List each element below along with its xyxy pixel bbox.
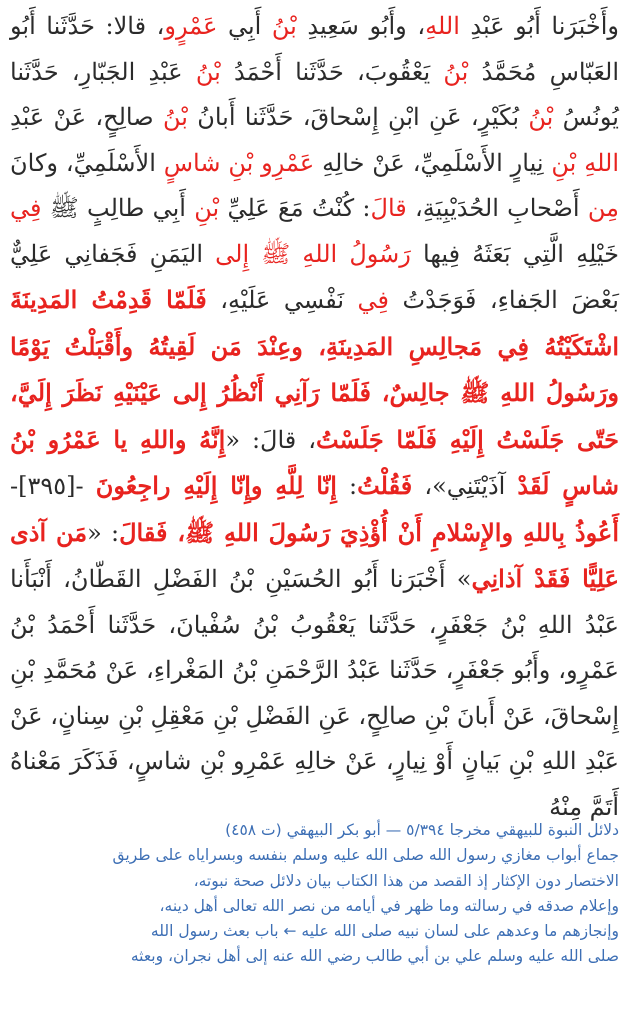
- hadith-segment: آذَيْتَنِي»،: [412, 472, 518, 500]
- citation-chapter-line[interactable]: صلى الله عليه وسلم علي بن أبي طالب رضي الله عنه إلى أهل نجران، وبعثه: [130, 947, 619, 966]
- citation-chapter-line[interactable]: جماع أبواب مغازي رسول الله صلى الله عليه وسلم بنفسه وبسراياه على طريق: [112, 846, 619, 865]
- hadith-highlight: بْنُ: [195, 57, 221, 86]
- hadith-segment: ، قالَ: «: [225, 425, 316, 454]
- hadith-segment: ، قالا: حَدَّثَنا أَبُو العَبّاسِ مُحَمَّدُ: [10, 12, 620, 86]
- hadith-highlight: إِنّا لِلَّهِ وإِنّا إِلَيْهِ راجِعُونَ: [95, 471, 337, 500]
- citation-chapter-line[interactable]: وإعلام صدقه في رسالته وما ظهر في أيامه من نصر الله تعالى أهل دينه،: [159, 896, 619, 915]
- hadith-highlight: رَسُولُ اللهِ ﷺ إِلى: [215, 239, 411, 268]
- hadith-highlight: فِي: [357, 286, 390, 314]
- hadith-highlight: قالَ: [370, 194, 407, 222]
- hadith-segment: أَبِي طالِبٍ ﷺ: [41, 194, 195, 222]
- hadith-segment: الأَسْلَمِيِّ، وكانَ: [10, 148, 164, 177]
- hadith-segment: عَبْدِ الجَبّارِ، حَدَّثَنا يُونُسُ: [10, 57, 619, 131]
- hadith-highlight: بْنِ: [194, 194, 220, 222]
- citation-chapter-line[interactable]: وإنجازهم ما وعدهم على لسان نبيه صلى الله عليه ← باب بعث رسول الله: [150, 922, 619, 941]
- hadith-segment: خَيْلِهِ الَّتِي بَعَثَهُ فِيها: [410, 239, 619, 268]
- citation-block: [10, 818, 619, 970]
- hadith-highlight: اللهِ: [425, 12, 460, 40]
- hadith-segment: :: [336, 472, 358, 500]
- hadith-segment: اليَمَنِ فَجَفانِي عَلِيٌّ بَعْضَ الجَفاءِ، فَوَجَدْتُ: [10, 239, 619, 314]
- hadith-segment: نَفْسِي عَلَيْهِ،: [206, 286, 358, 314]
- hadith-highlight: فِي: [10, 194, 42, 222]
- hadith-segment: أَصْحابِ الحُدَيْبِيَةِ،: [406, 194, 588, 222]
- hadith-highlight: إِنَّهُ واللهِ يا عَمْرُو بْنُ شاسٍ لَقَدْ: [10, 424, 620, 500]
- hadith-segment: » أَخْبَرَنا أَبُو الحُسَيْنِ بْنُ الفَضْلِ القَطّانُ، أَنْبَأَنا عَبْدُ اللهِ بْنُ جَعْفَرٍ، حَدَّثَنا يَعْقُوبُ بْنُ سُفْيانَ، حَدَّثَنا أَحْمَدُ بْنُ عَمْرٍو، وأَبُو جَعْفَرٍ، حَدَّثَنا عَبْدُ الرَّحْمَنِ بْنُ المَغْراءِ، عَنْ مُحَمَّدِ بْنِ إِسْحاقَ، عَنْ أَبانَ بْنِ صالِحٍ، عَنِ الفَضْلِ بْنِ مَعْقِلِ بْنِ سِنانٍ، عَنْ عَبْدِ اللهِ بْنِ بَيانٍ أَوْ نِيارٍ، عَنْ خالِهِ عَمْرِو بْنِ شاسٍ، فَذَكَرَ مَعْناهُ أَتَمَّ مِنْهُ: [10, 565, 619, 821]
- hadith-segment: : كُنْتُ مَعَ عَلِيِّ: [219, 194, 371, 222]
- hadith-segment: نِيارٍ الأَسْلَمِيِّ، عَنْ خالِهِ: [314, 148, 552, 177]
- hadith-highlight: فَلَمّا قَدِمْتُ المَدِينَةَ اشْتَكَيْتُهُ فِي مَجالِسِ المَدِينَةِ، وعِنْدَ مَن لَقِيتُهُ وأَقْبَلْتُ يَوْمًا ورَسُولُ اللهِ ﷺ جالِسٌ، فَلَمّا رَآنِي أَنْظُرُ إِلى عَيْنَيْهِ نَظَرَ إِلَيَّ، حَتّى جَلَسْتُ إِلَيْهِ فَلَمّا جَلَسْتُ: [10, 285, 619, 454]
- hadith-highlight: عَمْرٍو: [164, 12, 218, 40]
- hadith-highlight: أَعُوذُ بِاللهِ والإِسْلامِ أَنْ أُؤْذِيَ رَسُولَ اللهِ ﷺ، فَقالَ: [119, 517, 619, 547]
- hadith-segment: -[٣٩٥]-: [10, 472, 96, 500]
- hadith-text: [10, 4, 619, 830]
- hadith-highlight: عَمْرِو بْنِ شاسٍ: [163, 148, 315, 177]
- hadith-segment: بُكَيْرٍ، عَنِ ابْنِ إِسْحاقَ، حَدَّثَنا أَبانُ: [187, 103, 529, 131]
- hadith-segment: صالِحٍ، عَنْ عَبْدِ: [10, 103, 163, 131]
- citation-source-line[interactable]: دلائل النبوة للبيهقي مخرجا ٥/٣٩٤ — أبو بكر البيهقي (ت ٤٥٨): [225, 821, 619, 839]
- hadith-highlight: بْنُ: [162, 103, 188, 131]
- hadith-segment: وأَخْبَرَنا أَبُو عَبْدِ: [459, 12, 619, 40]
- hadith-highlight: فَقُلْتُ: [357, 471, 413, 500]
- hadith-segment: يَعْقُوبَ، حَدَّثَنا أَحْمَدُ: [220, 57, 444, 86]
- hadith-highlight: بْنُ: [443, 57, 469, 86]
- hadith-segment: : «: [87, 518, 120, 547]
- hadith-highlight: بْنُ: [528, 103, 554, 131]
- hadith-segment: أَبِي: [217, 12, 272, 40]
- citation-chapter-line[interactable]: الاختصار دون الإكثار إذ القصد من هذا الكتاب بيان دلائل صحة نبوته،: [193, 871, 619, 890]
- hadith-highlight: بْنُ: [271, 12, 297, 40]
- hadith-highlight: مِن: [587, 194, 619, 222]
- hadith-segment: ، وأَبُو سَعِيدِ: [296, 12, 426, 40]
- hadith-highlight: اللهِ بْنِ: [551, 148, 619, 177]
- hadith-highlight: مَن آذى عَلِيًّا فَقَدْ آذانِي: [10, 517, 620, 593]
